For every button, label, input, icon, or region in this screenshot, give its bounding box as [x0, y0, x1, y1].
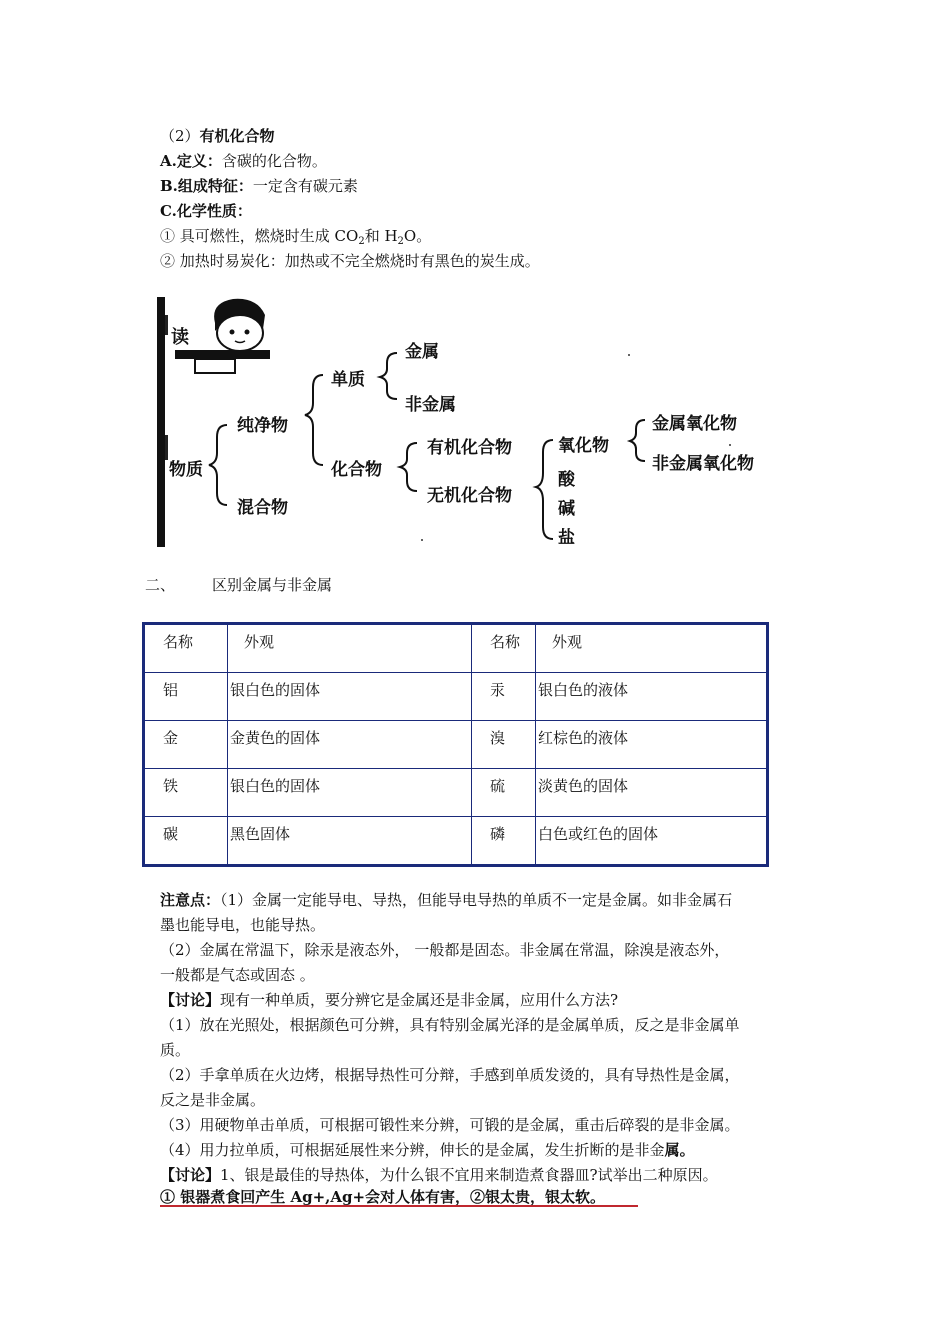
definition-text: 含碳的化合物。 — [221, 152, 327, 170]
prop1-part-a: ① 具可燃性，燃烧时生成 CO — [160, 227, 359, 245]
table-header-row — [144, 624, 768, 673]
table-cell: 铝 — [144, 673, 228, 721]
table-cell: 碳 — [144, 817, 228, 866]
note-1-text: （1）金属一定能导电、导热，但能导电导热的单质不一定是金属。如非金属石 — [220, 891, 733, 909]
table-row — [144, 817, 768, 866]
answer-1-line-1: （1）放在光照处，根据颜色可分辨，具有特别金属光泽的是金属单质，反之是非金属单 — [160, 1016, 740, 1034]
discussion-2-answer: ① 银器煮食回产生 Ag+,Ag+会对人体有害，②银太贵，银太软。 — [160, 1188, 606, 1206]
node-nonmetal: 非金属 — [405, 395, 456, 415]
cartoon-child-icon — [175, 299, 270, 373]
table-header: 外观 — [536, 624, 768, 673]
property-carbonization: ② 加热时易炭化：加热或不完全燃烧时有黑色的炭生成。 — [160, 252, 540, 270]
table-cell: 金黄色的固体 — [228, 721, 472, 769]
property-combustion — [160, 226, 431, 252]
node-acid: 酸 — [558, 470, 575, 490]
heading-text: 有机化合物 — [199, 127, 275, 145]
discussion-1-question — [160, 990, 618, 1010]
table-cell: 铁 — [144, 769, 228, 817]
section-two-number: 二、 — [145, 576, 176, 594]
table-cell: 硫 — [472, 769, 536, 817]
table-cell: 磷 — [472, 817, 536, 866]
table-header: 名称 — [144, 624, 228, 673]
answer-1-line-2: 质。 — [160, 1041, 191, 1059]
table-cell: 黑色固体 — [228, 817, 472, 866]
chem-property-label: C.化学性质： — [160, 202, 252, 220]
answer-4 — [160, 1140, 695, 1160]
prop1-part-b: 和 H — [364, 227, 398, 245]
composition-text: 一定含有碳元素 — [252, 177, 358, 195]
prop1-part-c: O。 — [403, 227, 432, 245]
composition-line — [160, 176, 358, 196]
answer-3: （3）用硬物单击单质，可根据可锻性来分辨，可锻的是金属，重击后碎裂的是非金属。 — [160, 1116, 740, 1134]
note-1-line-1 — [160, 890, 732, 910]
definition-line — [160, 151, 327, 171]
node-compound: 化合物 — [331, 460, 382, 480]
h2o-subscript: 2 — [397, 236, 404, 247]
node-pure-substance: 纯净物 — [237, 416, 288, 436]
discussion-2-text: 1、银是最佳的导热体，为什么银不宜用来制造煮食器皿?试举出二种原因。 — [220, 1166, 718, 1184]
answer-4-text: （4）用力拉单质，可根据延展性来分辨，伸长的是金属，发生折断的是非金 — [160, 1141, 665, 1159]
heading-number: （2） — [160, 127, 200, 145]
node-mixture: 混合物 — [237, 498, 288, 518]
table-row — [144, 769, 768, 817]
node-metal-oxide: 金属氧化物 — [652, 414, 737, 434]
table-cell: 红棕色的液体 — [536, 721, 768, 769]
table-cell: 银白色的固体 — [228, 769, 472, 817]
co2-subscript: 2 — [358, 236, 365, 247]
definition-label: A.定义： — [160, 152, 222, 170]
note-2-line-2: 一般都是气态或固态 。 — [160, 966, 315, 984]
node-inorganic: 无机化合物 — [427, 486, 512, 506]
node-salt: 盐 — [558, 528, 575, 548]
answer-red-underline — [160, 1205, 638, 1207]
node-base: 碱 — [558, 499, 575, 519]
table-cell: 汞 — [472, 673, 536, 721]
table-row — [144, 673, 768, 721]
note-1-line-2: 墨也能导电，也能导热。 — [160, 916, 326, 934]
node-oxide: 氧化物 — [558, 436, 609, 456]
organic-heading — [160, 126, 275, 146]
table-row — [144, 721, 768, 769]
answer-2-line-2: 反之是非金属。 — [160, 1091, 266, 1109]
node-organic: 有机化合物 — [427, 438, 512, 458]
table-cell: 银白色的固体 — [228, 673, 472, 721]
discussion-2-question — [160, 1165, 718, 1185]
notes-label: 注意点： — [160, 891, 221, 909]
table-cell: 金 — [144, 721, 228, 769]
discussion-label: 【讨论】 — [160, 991, 221, 1009]
answer-2-line-1: （2）手拿单质在火边烤，根据导热性可分辩，手感到单质发烫的，具有导热性是金属， — [160, 1066, 740, 1084]
table-cell: 淡黄色的固体 — [536, 769, 768, 817]
answer-4-end: 属。 — [664, 1141, 695, 1159]
section-two-title: 区别金属与非金属 — [212, 576, 333, 594]
discussion-1-text: 现有一种单质，要分辨它是金属还是非金属，应用什么方法? — [220, 991, 619, 1009]
table-cell: 银白色的液体 — [536, 673, 768, 721]
table-cell: 溴 — [472, 721, 536, 769]
node-substance: 物质 — [169, 460, 203, 480]
metal-nonmetal-table — [142, 622, 769, 867]
discussion-label: 【讨论】 — [160, 1166, 221, 1184]
substance-classification-diagram — [155, 295, 795, 550]
diagram-badge: 读 — [171, 327, 189, 348]
node-element: 单质 — [331, 370, 365, 390]
table-header: 名称 — [472, 624, 536, 673]
note-2-line-1: （2）金属在常温下，除汞是液态外， 一般都是固态。非金属在常温，除溴是液态外， — [160, 941, 730, 959]
node-metal: 金属 — [405, 342, 439, 362]
composition-label: B.组成特征： — [160, 177, 253, 195]
table-header: 外观 — [228, 624, 472, 673]
node-nonmetal-oxide: 非金属氧化物 — [652, 454, 754, 474]
table-cell: 白色或红色的固体 — [536, 817, 768, 866]
